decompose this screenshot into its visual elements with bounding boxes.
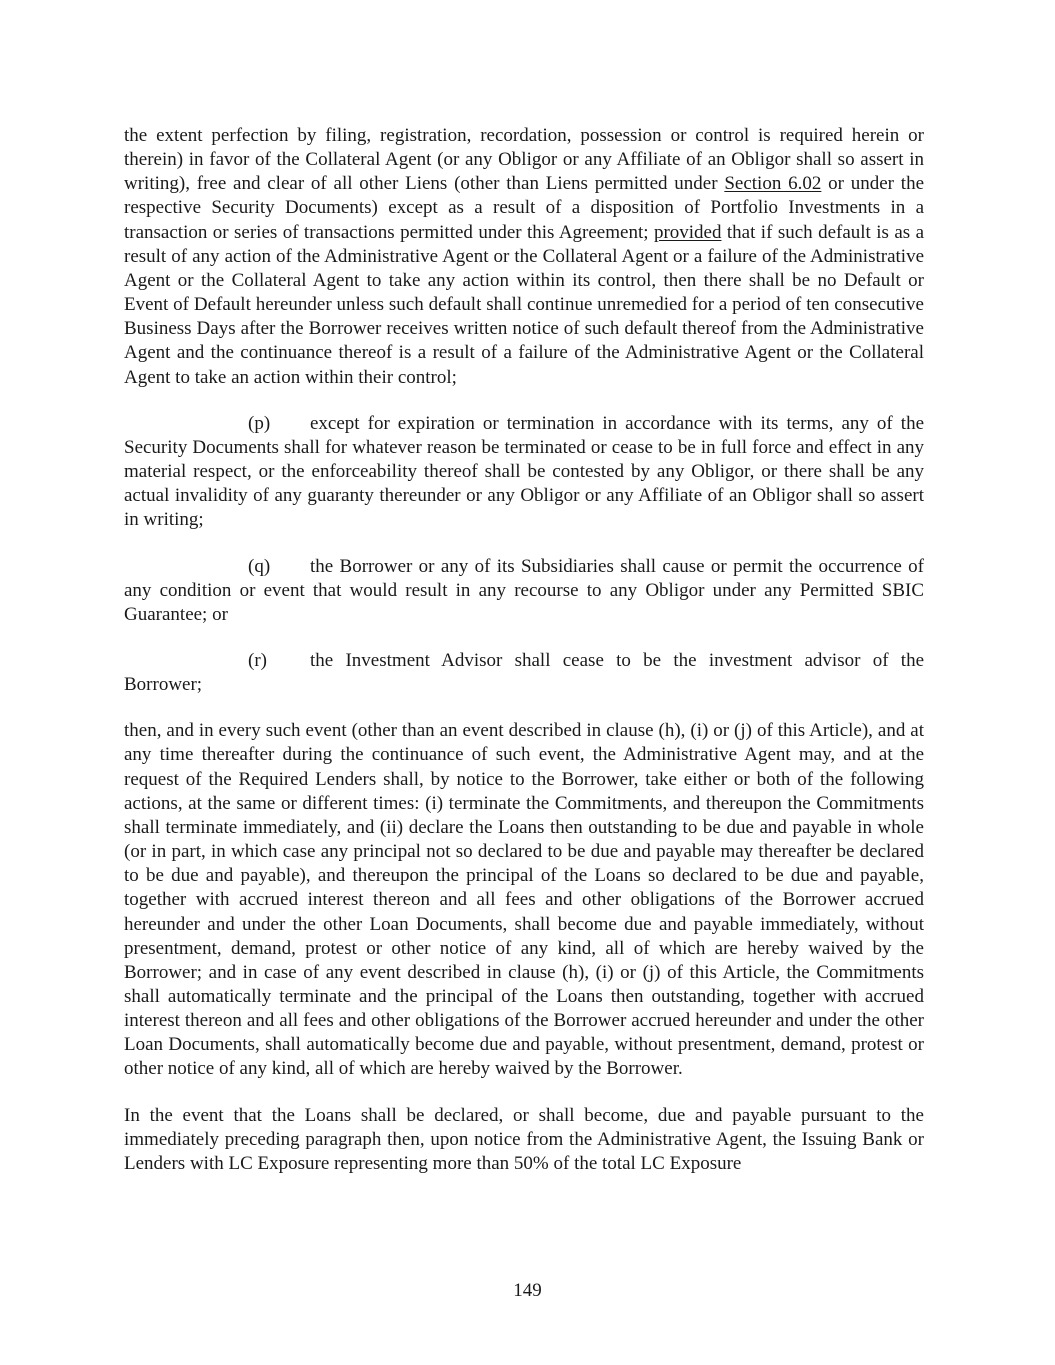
remedies-paragraph: then, and in every such event (other than an event described in clause (h), (i) or (j) of this Article), and at any time thereafter during the continuance of such event, the Administrative Agent may, and at the request of the Required Lenders shall, by notice to the Borrower, take either or both of the following actions, at the same or different times: (i) terminate the Commitments, and thereupon the Commitments shall terminate immediately, and (ii) declare the Loans then outstanding to be due and payable in whole (or in part, in which case any principal not so declared to be due and payable may thereafter be declared to be due and payable), and thereupon the principal of the Loans so declared to be due and payable, together with accrued interest thereon and all fees and other obligations of the Borrower accrued hereunder and under the other Loan Documents, shall become due and payable immediately, without presentment, demand, protest or other notice of any kind, all of which are hereby waived by the Borrower; and in case of any event described in clause (h), (i) or (j) of this Article, the Commitments shall automatically terminate and the principal of the Loans then outstanding, together with accrued interest thereon and all fees and other obligations of the Borrower accrued hereunder and under the other Loan Documents, shall automatically become due and payable, without presentment, demand, protest or other notice of any kind, all of which are hereby waived by the Borrower. (124, 720, 924, 1080)
clause-r (124, 649, 924, 697)
section-reference: Section 6.02 (724, 173, 822, 195)
document-page (124, 124, 924, 1198)
clause-p (124, 412, 924, 533)
provided-term: provided (653, 221, 722, 243)
page-number: 149 (513, 1280, 542, 1301)
continuation-text-middle: or under the respective Security Documents) except as a result of a disposition of Portfolio Investments in a transaction or series of transactions permitted under this Agreement; (124, 173, 925, 243)
clause-label: (p) (248, 412, 271, 434)
lc-exposure-paragraph: In the event that the Loans shall be declared, or shall become, due and payable pursuant to the immediately preceding paragraph then, upon notice from the Administrative Agent, the Issuing Bank or Lenders with LC Exposure representing more than 50% of the total LC Exposure (124, 1104, 924, 1174)
clause-q (124, 555, 924, 627)
continuation-paragraph (124, 124, 924, 390)
continuation-text-start: the extent perfection by filing, registration, recordation, possession or control is required herein or therein) in favor of the Collateral Agent (or any Obligor or any Affiliate of an Obligor shall so assert in writing), free and clear of all other Liens (other than Liens permitted under (124, 125, 924, 195)
clause-label: (q) (248, 555, 271, 577)
clause-label: (r) (248, 649, 267, 671)
clause-text: except for expiration or termination in accordance with its terms, any of the Security Documents shall for whatever reason be terminated or cease to be in full force and effect in any material respect, or the enforceability thereof shall be contested by any Obligor, or there shall be any actual invalidity of any guaranty thereunder or any Obligor or any Affiliate of an Obligor shall so assert in writing; (124, 412, 924, 531)
clause-text: the Investment Advisor shall cease to be the investment advisor of the Borrower; (124, 649, 924, 696)
clause-text: the Borrower or any of its Subsidiaries shall cause or permit the occurrence of any condition or event that would result in any recourse to any Obligor under any Permitted SBIC Guarantee; or (124, 555, 924, 625)
continuation-text-end: that if such default is as a result of any action of the Administrative Agent or the Collateral Agent or a failure of the Administrative Agent or the Collateral Agent to take any action within its control, then there shall be no Default or Event of Default hereunder unless such default shall continue unremedied for a period of ten consecutive Business Days after the Borrower receives written notice of such default thereof from the Administrative Agent and the continuance thereof is a result of a failure of the Administrative Agent or the Collateral Agent to take an action within their control; (124, 221, 925, 388)
